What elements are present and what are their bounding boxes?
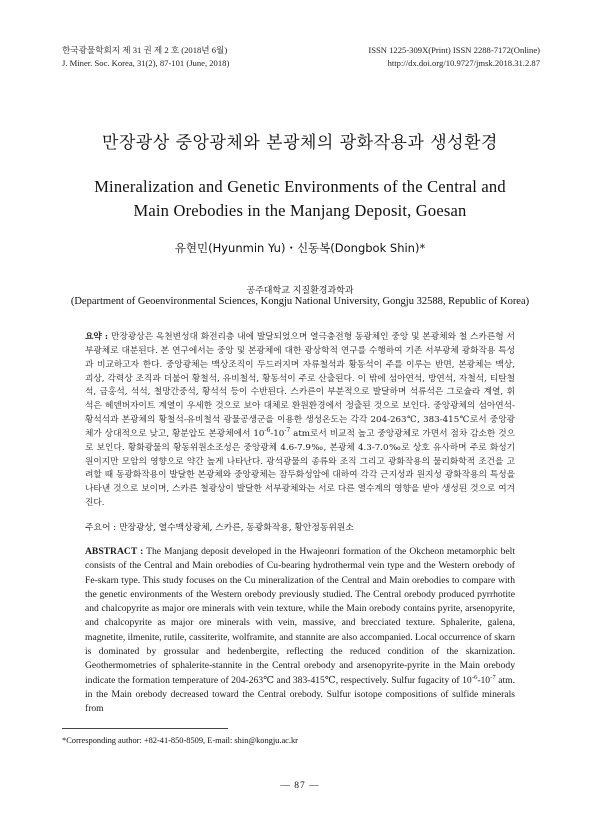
page-number: ― 87 ― bbox=[280, 781, 320, 791]
paper-title-english bbox=[60, 175, 540, 223]
abstract-ko-label: 요약 : bbox=[85, 332, 109, 342]
abstract-ko-exp1: -6 bbox=[264, 427, 271, 435]
journal-citation-en: J. Miner. Soc. Korea, 31(2), 87-101 (June, 2018) bbox=[62, 58, 230, 68]
abstract-en-text: The Manjang deposit developed in the Hwajeonri formation of the Okcheon metamorphic belt consists of the Central and Main orebodies of Cu-bearing hydrothermal vein type and the Western orebody of Fe-skarn type. This study focuses on the Cu mineralization of the Central and Main orebodies to compare with the genetic environments of the Western orebody previously studied. The Central orebody produced pyrrhotite and chalcopyrite as major ore minerals with vein texture, while the Main orebody contains pyrite, arsenopyrite, and chalcopyrite as major ore minerals with vein, massive, and brecciated texture. Sphalerite, galena, magnetite, ilmenite, rutile, cassiterite, wolframite, and stannite are also accompanied. Local occurrence of skarn is dominated by grossular and hedenbergite, reflecting the reduced condition of the skarnization. Geothermometries of sphalerite-stannite in the Central orebody and arsenopyrite-pyrite in the Main orebody indicate the formation temperature of 204-263℃ and 383-415℃, respectively. Sulfur fugacity of 10 bbox=[85, 546, 515, 686]
abstract-korean bbox=[85, 331, 515, 511]
keywords-korean bbox=[85, 520, 515, 533]
footnote-divider bbox=[62, 728, 228, 729]
abstract-ko-mid: -10 bbox=[270, 428, 285, 439]
paper-title-korean: 만장광상 중앙광체와 본광체의 광화작용과 생성환경 bbox=[102, 133, 498, 153]
keywords-text: 만장광상, 열수맥상광체, 스카른, 동광화작용, 황안정동위원소 bbox=[119, 523, 354, 533]
journal-header-right bbox=[368, 44, 540, 70]
abstract-en-exp2: -7 bbox=[490, 673, 496, 681]
corresponding-author-footnote: *Corresponding author: +82-41-850-8509, E-mail: shin@kongju.ac.kr bbox=[62, 736, 298, 745]
abstract-ko-exp2: -7 bbox=[284, 427, 291, 435]
affiliation-korean: 공주대학교 지질환경과학과 bbox=[246, 286, 354, 296]
keywords-label: 주요어 : bbox=[85, 523, 117, 533]
doi-link[interactable]: http://dx.doi.org/10.9727/jmsk.2018.31.2.87 bbox=[387, 58, 540, 68]
title-en-line2: Main Orebodies in the Manjang Deposit, Goesan bbox=[133, 201, 467, 220]
journal-header-left bbox=[62, 44, 229, 70]
journal-name-ko: 한국광물학회지 제 31 권 제 2 호 (2018년 6월) bbox=[62, 45, 228, 55]
author-list: 유현민(Hyunmin Yu)・신동복(Dongbok Shin)* bbox=[174, 241, 426, 255]
abstract-ko-text: 만장광상은 옥천변성대 화전리층 내에 발달되었으며 열극충전형 동광체인 중앙 및 본광체와 철 스카른형 서부광체로 대분된다. 본 연구에서는 중앙 및 본광체에 대한 광상학적 연구를 수행하여 기존 서부광체 광화작용 특성과 비교하고자 한다. 중앙광체는 맥상조직이 두드러지며 자류철석과 황동석이 주를 이루는 반면, 본광체는 맥상, 괴상, 각력상 조직과 더불어 황철석, 유비철석, 황동석이 주로 산출된다. 이 밖에 섬아연석, 방연석, 자철석, 티탄철석, 금홍석, 석석, 철망간중석, 황석석 등이 수반된다. 스카른이 부분적으로 발달하며 석류석은 그로슐라 계열, 휘석은 헤덴버자이트 계열이 우세한 것으로 보아 대체로 환원환경에서 정출된 것으로 보인다. 중앙광체의 섬아연석-황석석과 본광체의 황철석-유비철석 광물공생군을 이용한 생성온도는 각각 204-263℃, 383-415℃로서 중앙광체가 상대적으로 낮고, 황분압도 본광체에서 10 bbox=[85, 332, 515, 439]
affiliation-english: (Department of Geoenvironmental Sciences, Kongju National University, Gongju 32588, Republic of Korea) bbox=[70, 296, 530, 307]
abstract-ko-tail: atm로서 비교적 높고 중앙광체로 가면서 점차 감소한 것으로 보인다. 황화광물의 황동위원소조성은 중앙광체 4.6-7.9‰, 본광체 4.3-7.0‰로 상호 유사하며 주로 화성기원이지만 모암의 영향으로 약간 높게 나타난다. 광석광물의 종류와 조직 그리고 광화작용의 물리화학적 조건을 고려할 때 동광화작용이 발달한 본광체와 중앙광체는 잠두화성암에 대하여 각각 근지성과 원지성 광화작용의 특성을 나타낸 것으로 보이며, 스카른 철광상이 발달한 서부광체와는 서로 다른 열수계의 영향을 받아 생성된 것으로 여겨진다. bbox=[85, 428, 515, 509]
abstract-en-exp1: -6 bbox=[471, 673, 478, 681]
abstract-en-mid: -10 bbox=[477, 674, 491, 686]
abstract-en-tail: atm. in the Main orebody decreased toward the Central orebody. Sulfur isotope compositions of sulfide minerals from bbox=[85, 674, 515, 715]
abstract-english bbox=[85, 545, 515, 717]
abstract-en-label: ABSTRACT : bbox=[85, 546, 144, 557]
title-en-line1: Mineralization and Genetic Environments of the Central and bbox=[94, 177, 506, 196]
issn: ISSN 1225-309X(Print) ISSN 2288-7172(Online) bbox=[368, 45, 540, 55]
